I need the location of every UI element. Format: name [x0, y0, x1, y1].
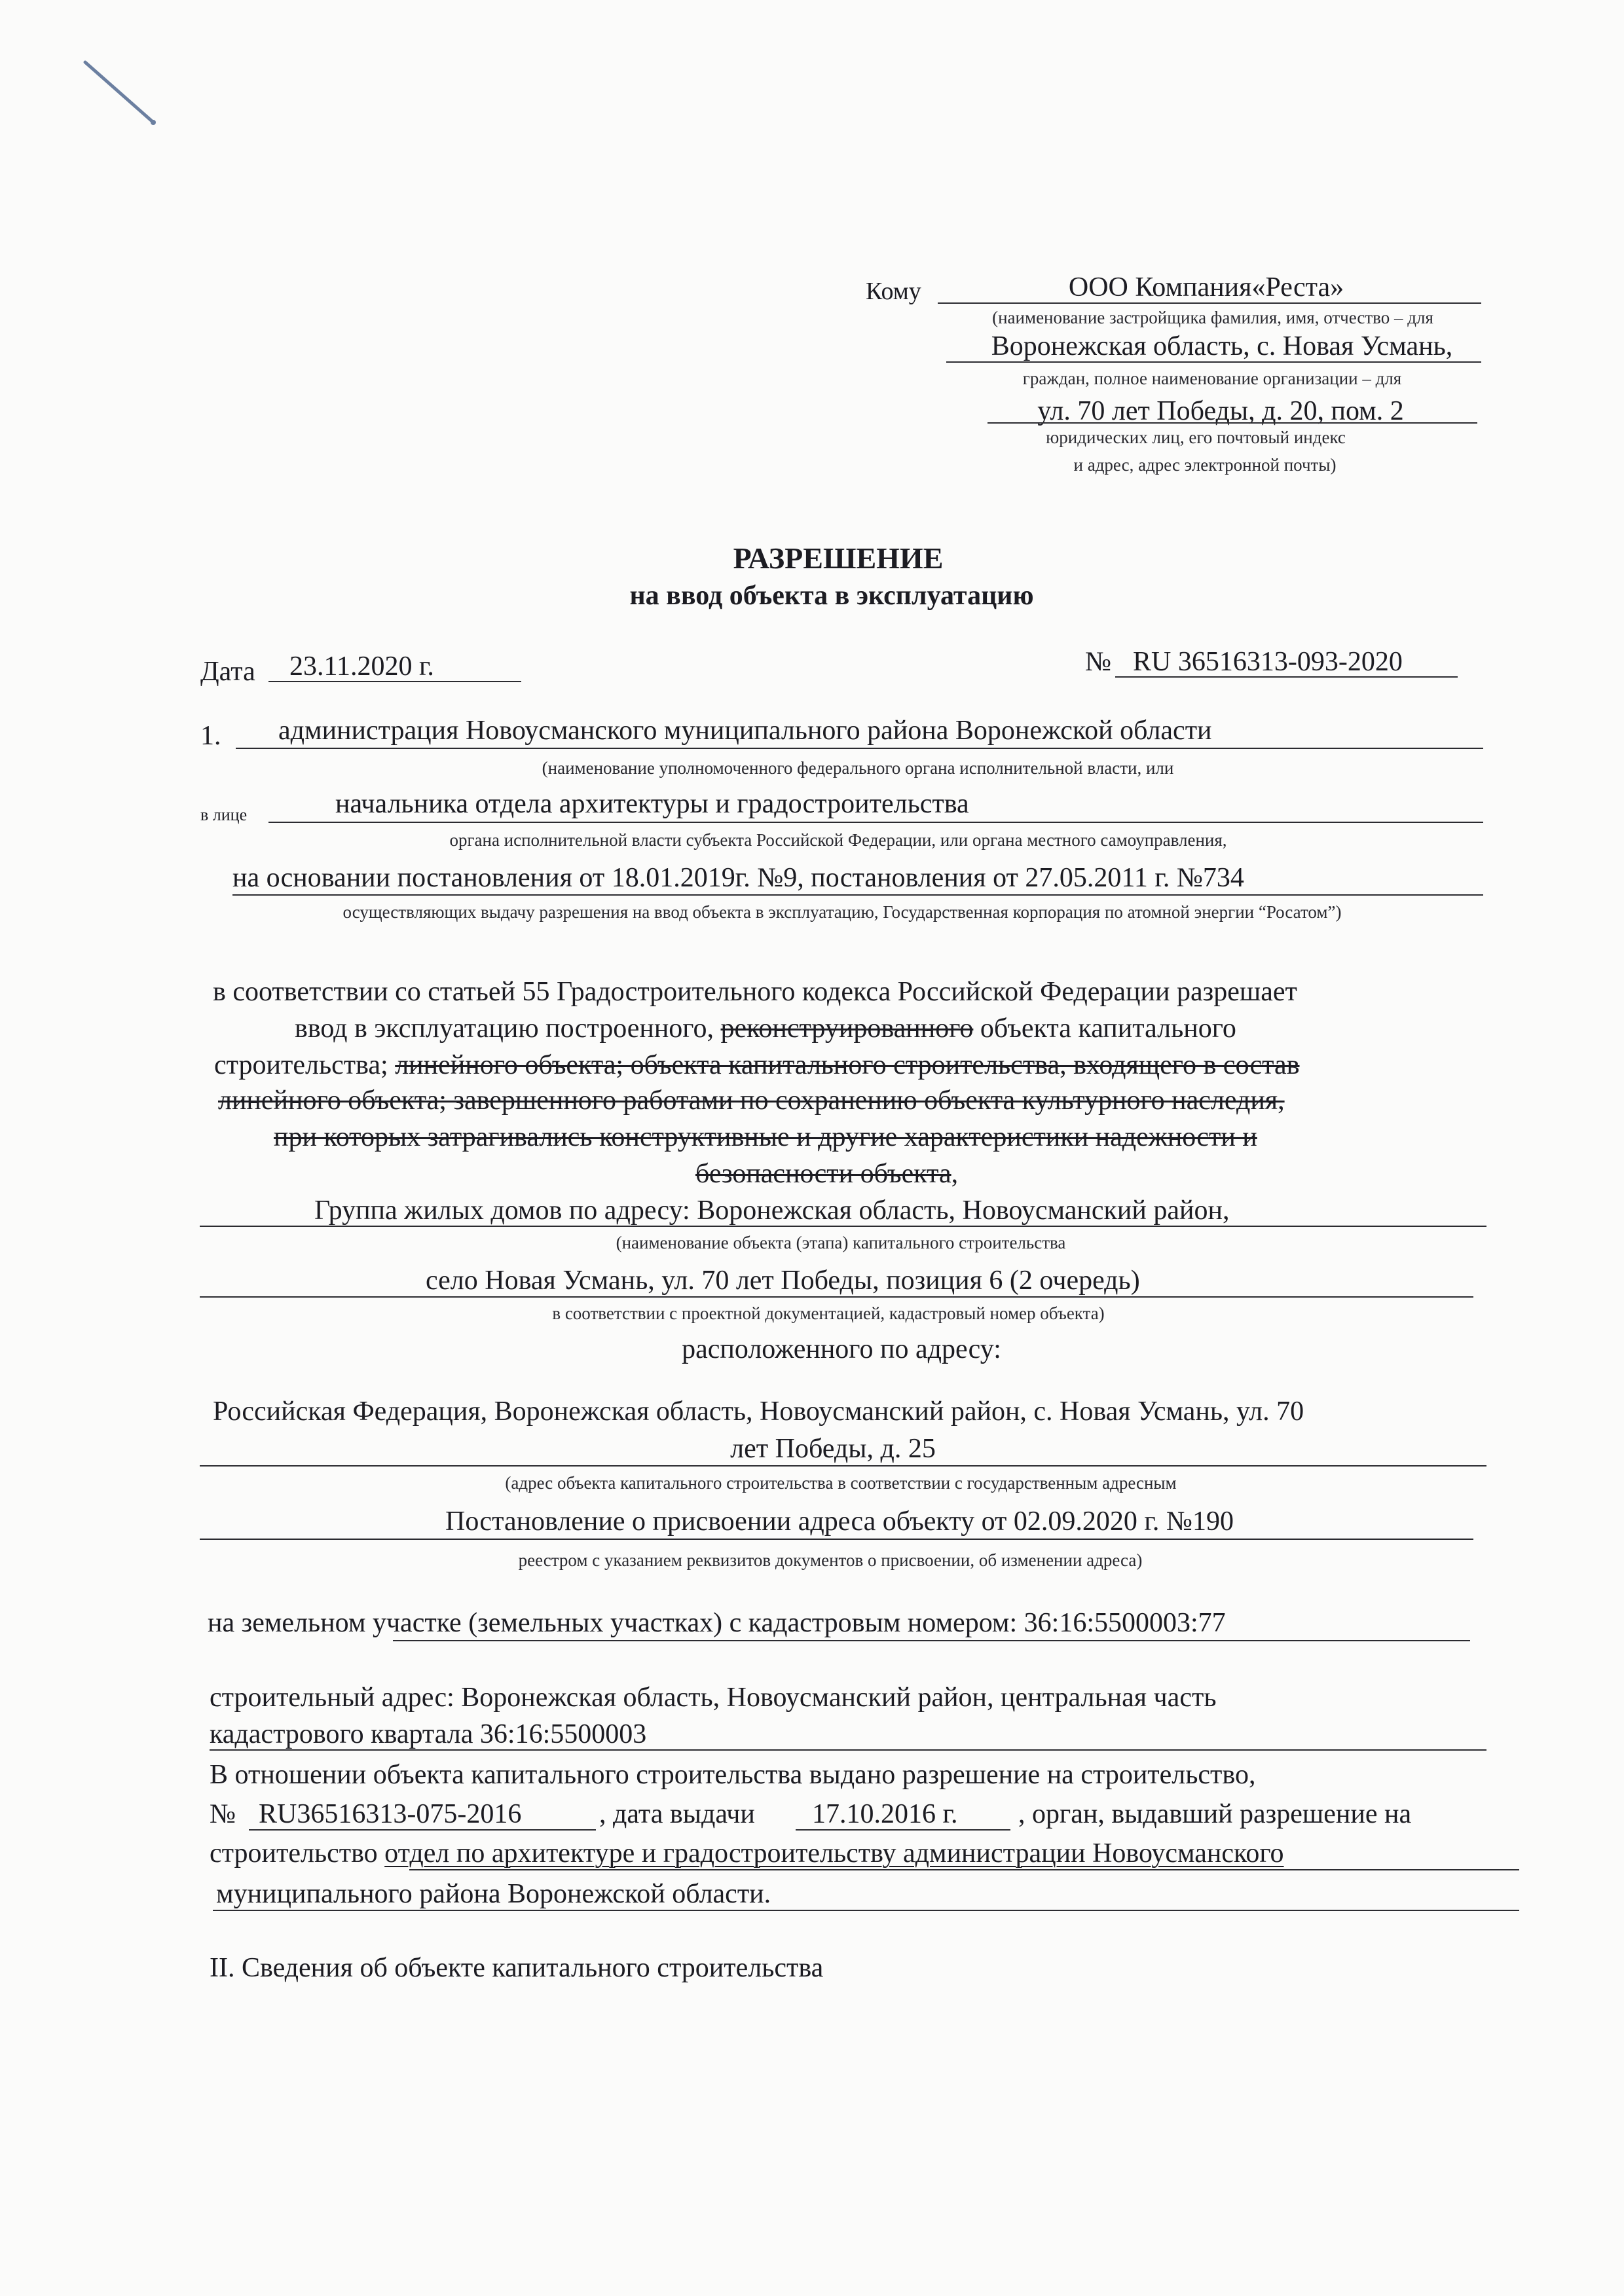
document-title: РАЗРЕШЕНИЕ — [733, 541, 944, 575]
number-rule — [1115, 676, 1458, 678]
date-rule — [268, 681, 521, 682]
date-label: Дата — [200, 657, 255, 687]
issuer-label: , орган, выдавший разрешение на — [1018, 1799, 1412, 1829]
permit-number-label: № — [210, 1799, 236, 1829]
object-name-2-rule — [200, 1296, 1473, 1298]
permit-intro: В отношении объекта капитального строительства выдано разрешение на строительство, — [210, 1760, 1256, 1790]
recipient-name: ООО Компания«Реста» — [1068, 272, 1344, 302]
body-line-1: в соответствии со статьей 55 Градостроительного кодекса Российской Федерации разрешает — [213, 977, 1297, 1007]
address-decree: Постановление о присвоении адреса объекту от 02.09.2020 г. №190 — [445, 1506, 1234, 1537]
issuer-line-1 — [210, 1840, 1284, 1867]
body-line-2-struck: реконструированного — [720, 1013, 974, 1044]
issuer-name-1: отдел по архитектуре и градостроительству администрации Новоусманского — [384, 1838, 1284, 1868]
person-label: в лице — [200, 805, 248, 824]
body-line-3 — [214, 1051, 1299, 1079]
object-address-1: Российская Федерация, Воронежская область, Новоусманский район, с. Новая Усмань, ул. 70 — [213, 1396, 1304, 1427]
section-2-title: II. Сведения об объекте капитального строительства — [210, 1953, 824, 1983]
address-decree-rule — [200, 1539, 1473, 1540]
construction-address-rule — [210, 1749, 1486, 1751]
document-subtitle: на ввод объекта в эксплуатацию — [629, 581, 1034, 611]
body-line-5-struck: при которых затрагивались конструктивные и другие характеристики надежности и — [274, 1122, 1257, 1152]
number-value: RU 36516313-093-2020 — [1133, 647, 1403, 677]
section-1-number: 1. — [200, 721, 221, 751]
issue-date-label: , дата выдачи — [599, 1799, 755, 1829]
object-name-1: Группа жилых домов по адресу: Воронежская область, Новоусманский район, — [314, 1195, 1230, 1226]
person-rule — [268, 822, 1483, 823]
construction-address-1: строительный адрес: Воронежская область, Новоусманский район, центральная часть — [210, 1683, 1217, 1713]
body-line-6 — [695, 1160, 958, 1188]
issuer-line-1-a: строительство — [210, 1838, 385, 1868]
object-caption-3: (адрес объекта капитального строительства в соответствии с государственным адресным — [505, 1473, 1177, 1493]
body-line-4-struck: линейного объекта; завершенного работами по сохранению объекта культурного наследия, — [218, 1085, 1285, 1116]
recipient-address-1: Воронежская область, с. Новая Усмань, — [991, 331, 1453, 361]
basis-caption: осуществляющих выдачу разрешения на ввод объекта в эксплуатацию, Государственная корпорация по атомной энергии “Росатом”) — [342, 902, 1342, 922]
authority-name: администрация Новоусманского муниципального района Воронежской области — [278, 716, 1212, 746]
basis-rule — [232, 894, 1483, 896]
recipient-caption-1: (наименование застройщика фамилия, имя, отчество – для — [992, 308, 1433, 327]
recipient-address-2: ул. 70 лет Победы, д. 20, пом. 2 — [1037, 396, 1404, 426]
land-plot-text: на земельном участке (земельных участках) с кадастровым номером: 36:16:5500003:77 — [208, 1608, 1226, 1638]
recipient-address-1-rule — [946, 361, 1481, 363]
object-address-2: лет Победы, д. 25 — [730, 1434, 936, 1464]
issuer-line-1-rule — [409, 1869, 1519, 1870]
object-name-2: село Новая Усмань, ул. 70 лет Победы, позиция 6 (2 очередь) — [426, 1266, 1140, 1296]
body-line-2-a: ввод в эксплуатацию построенного, — [295, 1013, 721, 1044]
authority-rule — [236, 748, 1483, 749]
construction-address-2: кадастрового квартала 36:16:5500003 — [210, 1719, 647, 1749]
authority-caption: (наименование уполномоченного федерального органа исполнительной власти, или — [542, 758, 1174, 778]
date-value: 23.11.2020 г. — [289, 651, 434, 682]
recipient-caption-3: юридических лиц, его почтовый индекс — [1046, 428, 1346, 447]
body-line-3-struck: линейного объекта; объекта капитального строительства, входящего в состав — [395, 1050, 1300, 1080]
person-caption: органа исполнительной власти субъекта Российской Федерации, или органа местного самоуправления, — [449, 830, 1227, 850]
body-line-2-c: объекта капитального — [973, 1013, 1236, 1044]
recipient-caption-2: граждан, полное наименование организации – для — [1022, 369, 1402, 388]
permit-number-rule — [249, 1829, 596, 1831]
recipient-name-rule — [938, 302, 1481, 304]
recipient-caption-4: и адрес, адрес электронной почты) — [1073, 455, 1337, 475]
land-plot-rule — [393, 1640, 1470, 1641]
object-caption-1: (наименование объекта (этапа) капитального строительства — [616, 1233, 1066, 1252]
number-label: № — [1085, 647, 1112, 677]
recipient-address-2-rule — [987, 422, 1477, 424]
object-located-label: расположенного по адресу: — [682, 1334, 1001, 1364]
permit-number: RU36516313-075-2016 — [259, 1799, 522, 1829]
object-caption-2: в соответствии с проектной документацией, кадастровый номер объекта) — [552, 1303, 1105, 1323]
person-title: начальника отдела архитектуры и градостроительства — [335, 789, 969, 819]
body-line-6-b: , — [951, 1159, 959, 1189]
object-address-rule — [200, 1465, 1486, 1467]
issue-date-rule — [796, 1829, 1010, 1831]
issuer-name-2: муниципального района Воронежской области. — [216, 1879, 771, 1909]
body-line-6-struck: безопасности объекта — [695, 1159, 951, 1189]
issuer-line-2-rule — [213, 1910, 1519, 1911]
body-line-2 — [295, 1015, 1236, 1042]
object-name-1-rule — [200, 1226, 1486, 1227]
staple-mark — [79, 56, 170, 134]
body-line-3-a: строительства; — [214, 1050, 396, 1080]
basis-text: на основании постановления от 18.01.2019г. №9, постановления от 27.05.2011 г. №734 — [232, 863, 1244, 893]
recipient-label: Кому — [866, 278, 921, 305]
issue-date: 17.10.2016 г. — [812, 1799, 958, 1829]
object-caption-4: реестром с указанием реквизитов документов о присвоении, об изменении адреса) — [518, 1550, 1143, 1570]
